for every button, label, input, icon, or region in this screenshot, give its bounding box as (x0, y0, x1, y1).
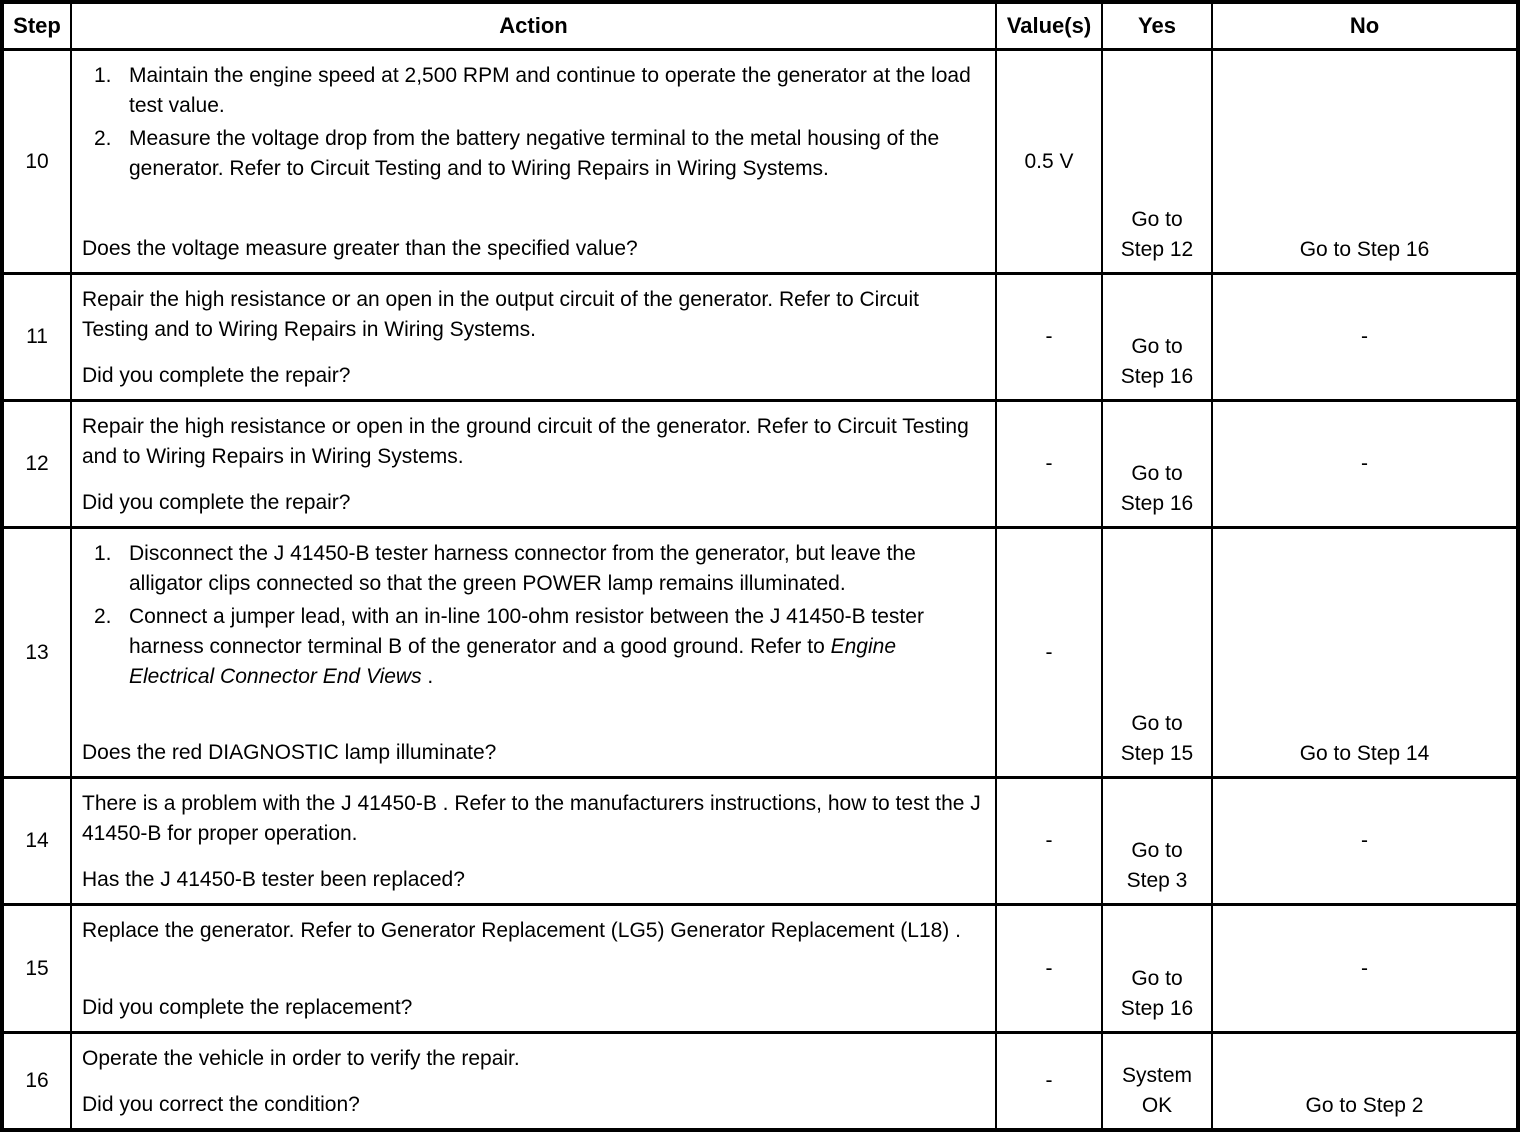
action-question: Did you complete the repair? (82, 491, 351, 514)
list-marker: 2. (94, 605, 112, 628)
action-question: Does the red DIAGNOSTIC lamp illuminate? (82, 741, 497, 764)
yes-cell (1101, 275, 1211, 399)
yes-cell (1101, 779, 1211, 903)
action-question: Did you complete the replacement? (82, 996, 413, 1019)
table-row-step-10 (4, 48, 1516, 272)
list-marker: 1. (94, 64, 112, 87)
action-cell (70, 906, 995, 1031)
list-item-text (129, 602, 981, 692)
yes-text: System OK (1121, 1064, 1192, 1117)
action-cell (70, 529, 995, 776)
list-item (94, 602, 981, 692)
value-cell: - (995, 779, 1101, 903)
yes-cell (1101, 51, 1211, 272)
action-cell (70, 51, 995, 272)
no-text: - (1361, 829, 1368, 852)
no-cell (1211, 529, 1516, 776)
no-text: Go to Step 16 (1299, 238, 1430, 261)
no-text: - (1361, 956, 1368, 980)
value-cell: 0.5 V (995, 51, 1101, 272)
yes-text: Go to Step 16 (1120, 967, 1194, 1020)
list-marker: 1. (94, 542, 112, 565)
no-text: Go to Step 14 (1299, 742, 1430, 765)
step-cell: 13 (25, 640, 49, 664)
value-cell: - (995, 529, 1101, 776)
action-cell (70, 402, 995, 526)
yes-text: Go to Step 16 (1120, 335, 1194, 388)
value-cell: - (995, 1034, 1101, 1128)
yes-text: Go to Step 3 (1126, 839, 1188, 892)
list-marker: 2. (94, 127, 112, 150)
header-step: Step (13, 13, 61, 38)
table-row-step-16 (4, 1031, 1516, 1128)
header-yes: Yes (1101, 4, 1211, 48)
list-item-text-after: . (421, 665, 434, 688)
action-question: Did you complete the repair? (82, 364, 351, 387)
step-cell: 16 (25, 1069, 49, 1092)
list-item-text: Measure the voltage drop from the battery negative terminal to the metal housing of the generator. Refer to Circuit Testing and to Wiring Repairs in Wiring Systems. (129, 127, 940, 180)
list-item (94, 61, 981, 121)
action-cell (70, 275, 995, 399)
table-row-step-11 (4, 272, 1516, 399)
list-item-text: Maintain the engine speed at 2,500 RPM and continue to operate the generator at the load test value. (129, 64, 971, 117)
action-cell (70, 1034, 995, 1128)
step-cell: 10 (25, 149, 49, 173)
no-text: - (1361, 452, 1368, 475)
step-cell: 11 (26, 325, 48, 348)
header-no: No (1211, 4, 1516, 48)
yes-text: Go to Step 15 (1120, 712, 1194, 765)
no-cell (1211, 779, 1516, 903)
action-question: Did you correct the condition? (82, 1093, 360, 1116)
header-action: Action (70, 4, 995, 48)
action-list (82, 61, 981, 184)
value-cell: - (995, 402, 1101, 526)
list-item-text-before: Connect a jumper lead, with an in-line 100-ohm resistor between the J 41450-B tester harness connector terminal B of the generator and a good ground. Refer to (129, 605, 924, 658)
list-item-text: Disconnect the J 41450-B tester harness connector from the generator, but leave the alligator clips connected so that the green POWER lamp remains illuminated. (129, 542, 916, 595)
action-text: There is a problem with the J 41450-B . Refer to the manufacturers instructions, how to test the J 41450-B for proper operation. (82, 792, 981, 845)
action-cell (70, 779, 995, 903)
no-cell (1211, 51, 1516, 272)
action-text: Repair the high resistance or an open in the output circuit of the generator. Refer to Circuit Testing and to Wiring Repairs in Wiring Systems. (82, 288, 919, 341)
action-text: Operate the vehicle in order to verify the repair. (82, 1047, 520, 1070)
step-cell: 14 (25, 829, 49, 852)
table-row-step-12 (4, 399, 1516, 526)
list-item-text-italic: Engine Electrical Connector End Views (129, 635, 896, 688)
no-cell (1211, 402, 1516, 526)
list-item (94, 539, 981, 599)
action-question: Does the voltage measure greater than the specified value? (82, 237, 638, 260)
step-cell: 15 (25, 956, 49, 980)
yes-cell (1101, 1034, 1211, 1128)
list-item (94, 124, 981, 184)
table-row-step-13 (4, 526, 1516, 776)
action-list (82, 539, 981, 692)
no-cell (1211, 1034, 1516, 1128)
yes-text: Go to Step 16 (1120, 462, 1194, 515)
value-cell: - (995, 275, 1101, 399)
no-text: Go to Step 2 (1305, 1094, 1424, 1117)
no-cell (1211, 275, 1516, 399)
value-cell: - (995, 906, 1101, 1031)
no-cell (1211, 906, 1516, 1031)
yes-cell (1101, 529, 1211, 776)
yes-cell (1101, 402, 1211, 526)
yes-cell (1101, 906, 1211, 1031)
header-values: Value(s) (995, 4, 1101, 48)
table-header-row (4, 4, 1516, 48)
action-text: Repair the high resistance or open in the ground circuit of the generator. Refer to Circuit Testing and to Wiring Repairs in Wiring Systems. (82, 415, 969, 468)
table-row-step-14 (4, 776, 1516, 903)
no-text: - (1361, 325, 1368, 348)
table-row-step-15 (4, 903, 1516, 1031)
step-cell: 12 (25, 452, 49, 475)
action-question: Has the J 41450-B tester been replaced? (82, 868, 465, 891)
yes-text: Go to Step 12 (1120, 208, 1194, 261)
action-text: Replace the generator. Refer to Generator Replacement (LG5) Generator Replacement (L18) . (82, 919, 961, 942)
